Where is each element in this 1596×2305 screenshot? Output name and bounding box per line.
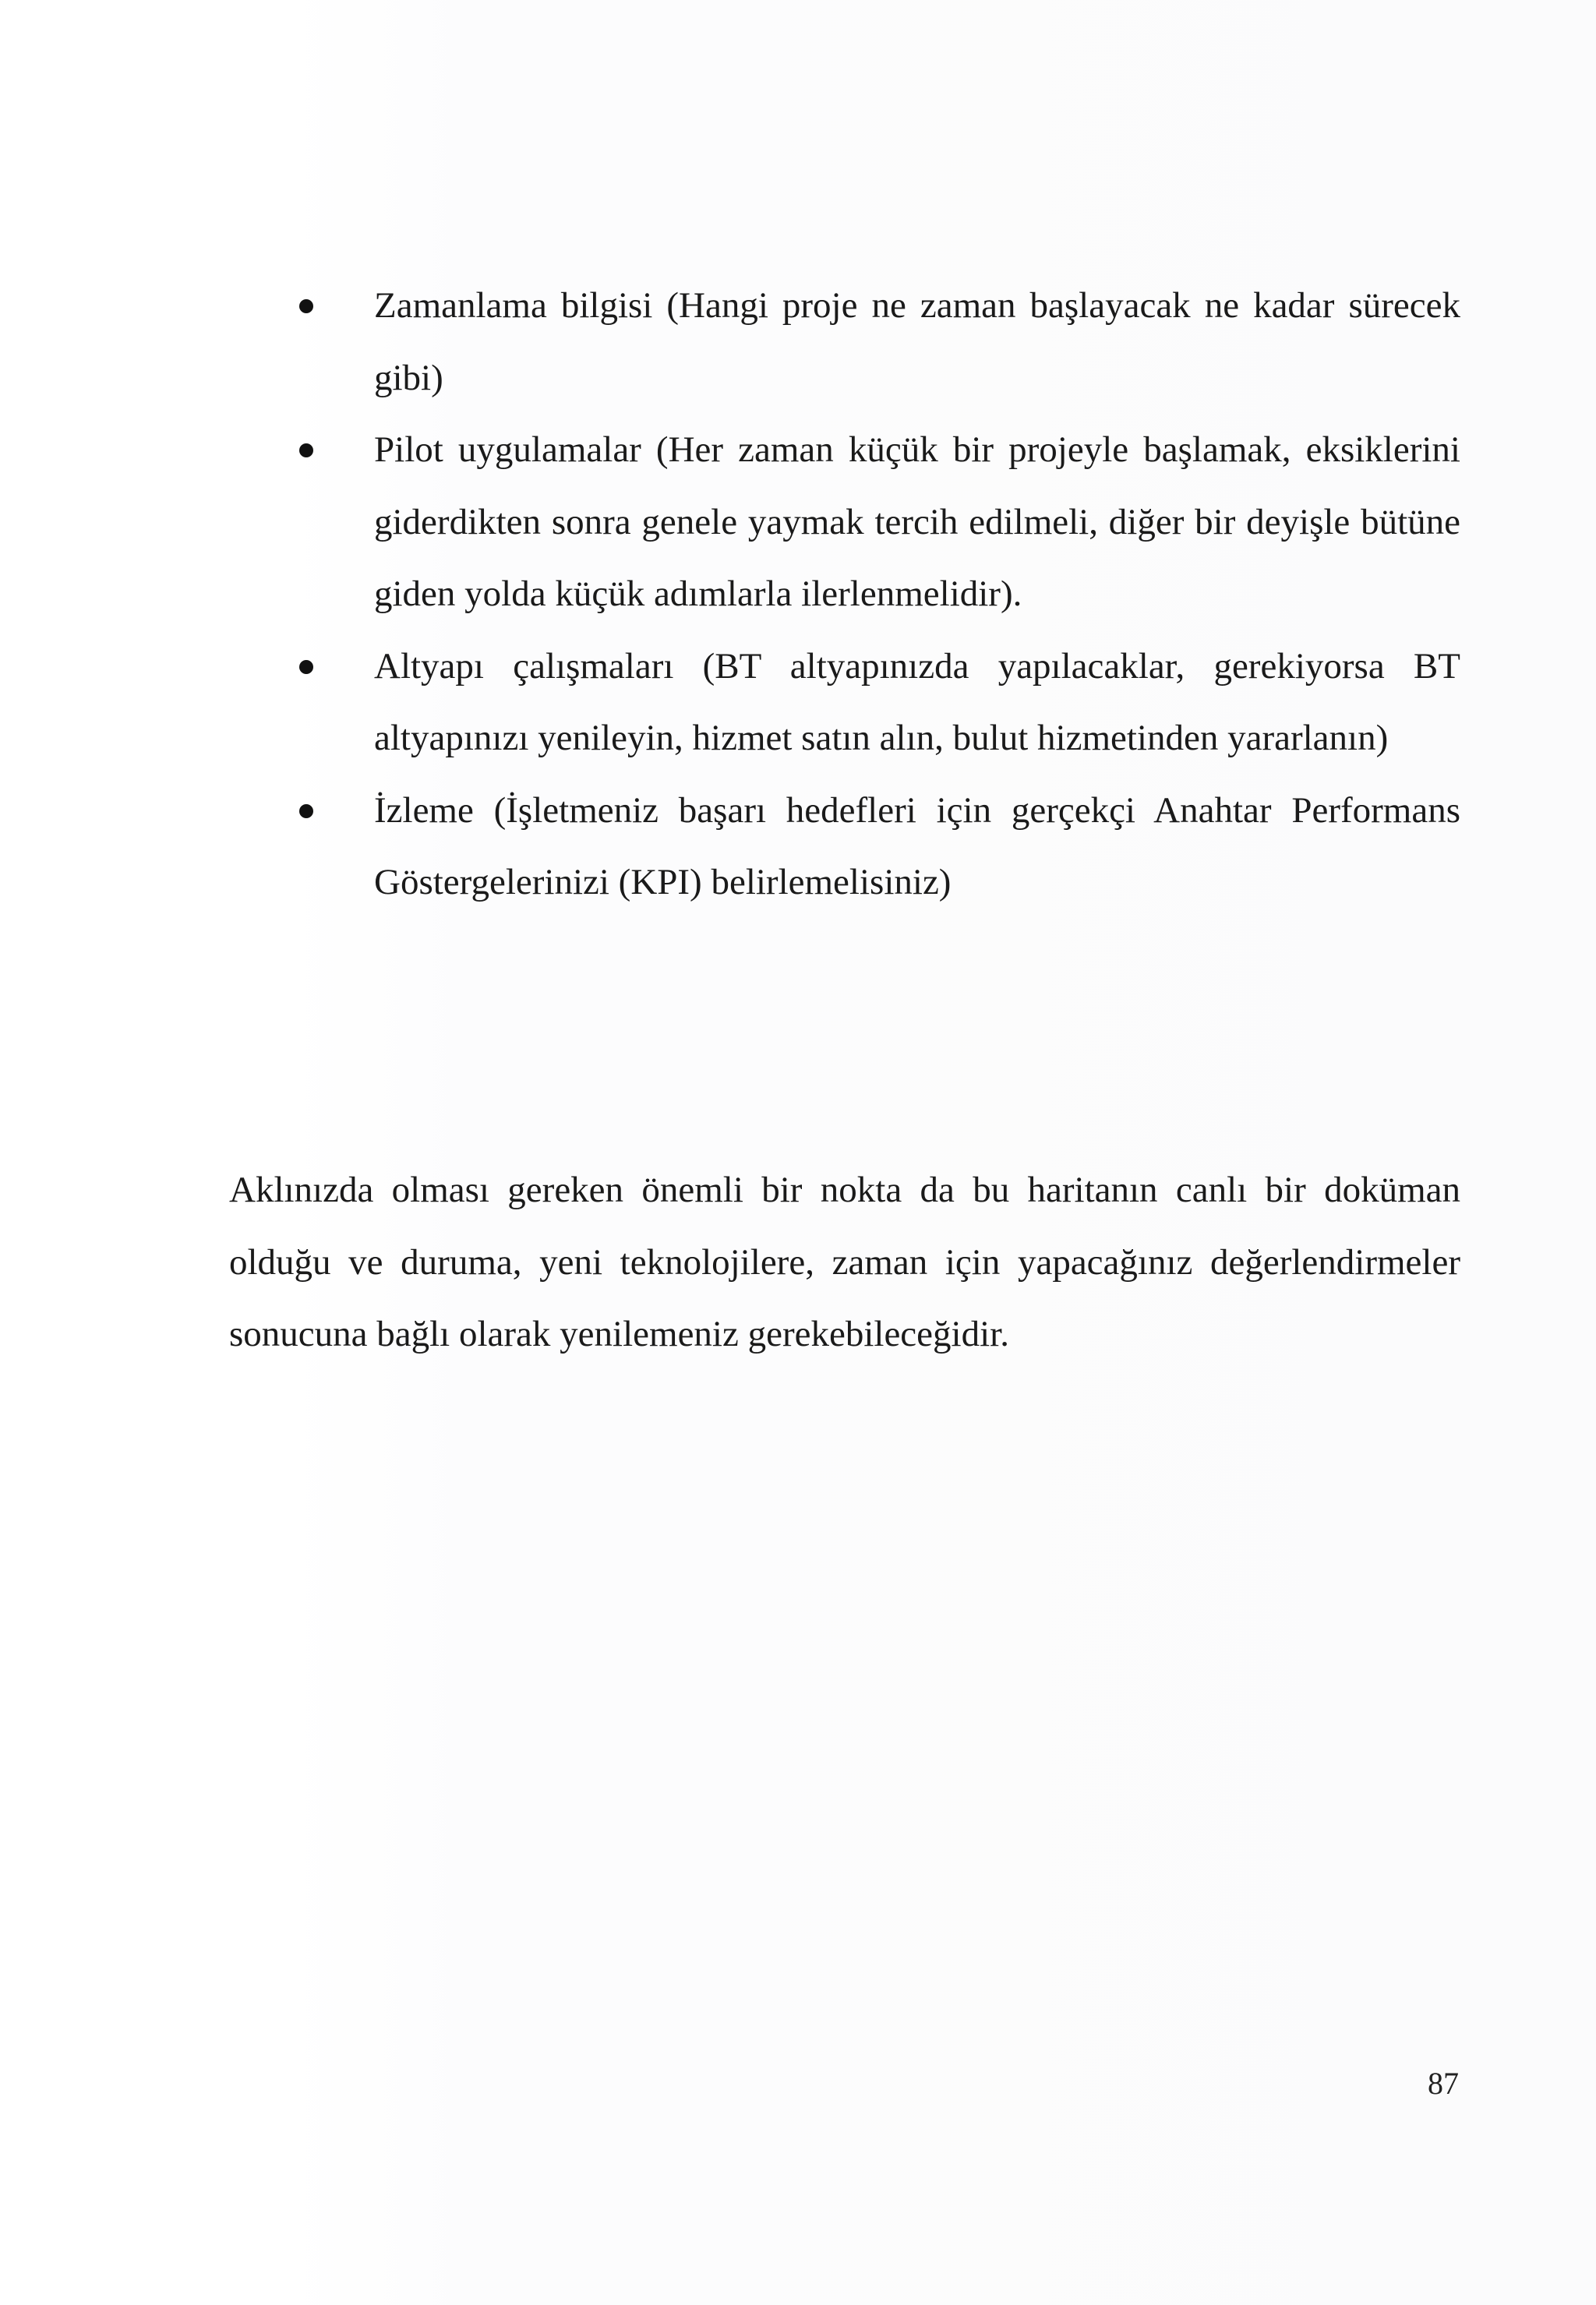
bullet-list	[296, 270, 1460, 919]
page-number: 87	[1428, 2066, 1459, 2101]
list-item	[296, 270, 1460, 414]
list-item	[296, 630, 1460, 775]
list-item-text: Altyapı çalışmaları (BT altyapınızda yapılacaklar, gerekiyorsa BT altyapınızı yenileyin, hizmet satın alın, bulut hizmetinden yararlanın)	[374, 645, 1460, 758]
list-item-text: İzleme (İşletmeniz başarı hedefleri için gerçekçi Anahtar Performans Göstergelerinizi (KPI) belirlemelisiniz)	[374, 789, 1460, 902]
bullet-icon	[299, 804, 313, 818]
list-item-text: Pilot uygulamalar (Her zaman küçük bir projeyle başlamak, eksiklerini giderdikten sonra genele yaymak tercih edilmeli, diğer bir deyişle bütüne giden yolda küçük adımlarla ilerlenmelidir).	[374, 429, 1460, 614]
list-item	[296, 414, 1460, 630]
bullet-icon	[299, 660, 313, 674]
body-paragraph: Aklınızda olması gereken önemli bir nokta da bu haritanın canlı bir doküman olduğu ve duruma, yeni teknolojilere, zaman için yapacağınız değerlendirmeler sonucuna bağlı olarak yenilemeniz gerekebileceğidir.	[229, 1170, 1460, 1354]
list-item-text: Zamanlama bilgisi (Hangi proje ne zaman başlayacak ne kadar sürecek gibi)	[374, 285, 1460, 398]
bullet-icon	[299, 299, 313, 313]
list-item	[296, 775, 1460, 919]
bullet-icon	[299, 443, 313, 457]
